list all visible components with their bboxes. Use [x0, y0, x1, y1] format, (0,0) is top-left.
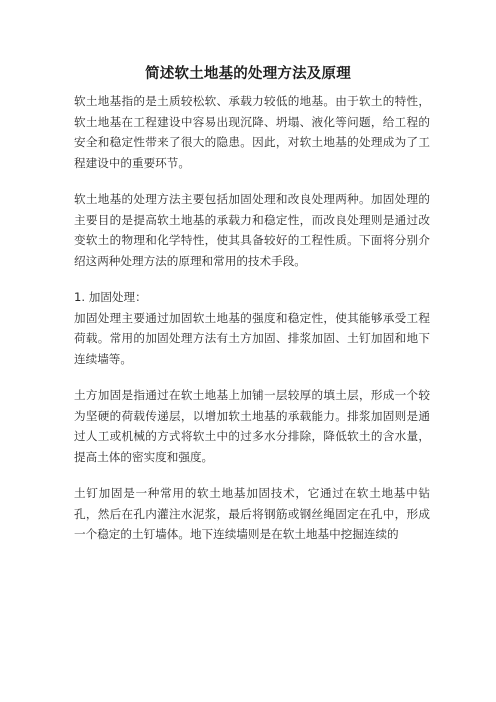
- paragraph-soil-nailing: 土钉加固是一种常用的软土地基加固技术，它通过在软土地基中钻孔，然后在孔内灌注水泥浆，最后将钢筋或钢丝绳固定在孔中，形成一个稳定的土钉墙体。地下连续墙则是在软土地基中挖掘连续的: [74, 486, 430, 541]
- paragraph-reinforcement-intro: 加固处理主要通过加固软土地基的强度和稳定性，使其能够承受工程荷载。常用的加固处理方法有土方加固、排浆加固、土钉加固和地下连续墙等。: [74, 310, 430, 366]
- paragraph-intro: 软土地基指的是土质较松软、承载力较低的地基。由于软土的特性，软土地基在工程建设中容易出现沉降、坍塌、液化等问题，给工程的安全和稳定性带来了很大的隐患。因此，对软土地基的处理成为了工程建设中的重要环节。: [74, 94, 430, 170]
- document-title: 简述软土地基的处理方法及原理: [145, 66, 351, 82]
- paragraph-methods-overview: 软土地基的处理方法主要包括加固处理和改良处理两种。加固处理的主要目的是提高软土地基的承载力和稳定性，而改良处理则是通过改变软土的物理和化学特性，使其具备较好的工程性质。下面将分别介绍这两种处理方法的原理和常用的技术手段。: [74, 192, 430, 268]
- section-heading-reinforcement: 1. 加固处理：: [74, 290, 147, 304]
- document-body: [74, 91, 430, 561]
- paragraph-earthwork-drainage: 土方加固是指通过在软土地基上加铺一层较厚的填土层，形成一个较为坚硬的荷载传递层，以增加软土地基的承载能力。排浆加固则是通过人工或机械的方式将软土中的过多水分排除，降低软土的含水量，提高土体的密实度和强度。: [74, 388, 430, 464]
